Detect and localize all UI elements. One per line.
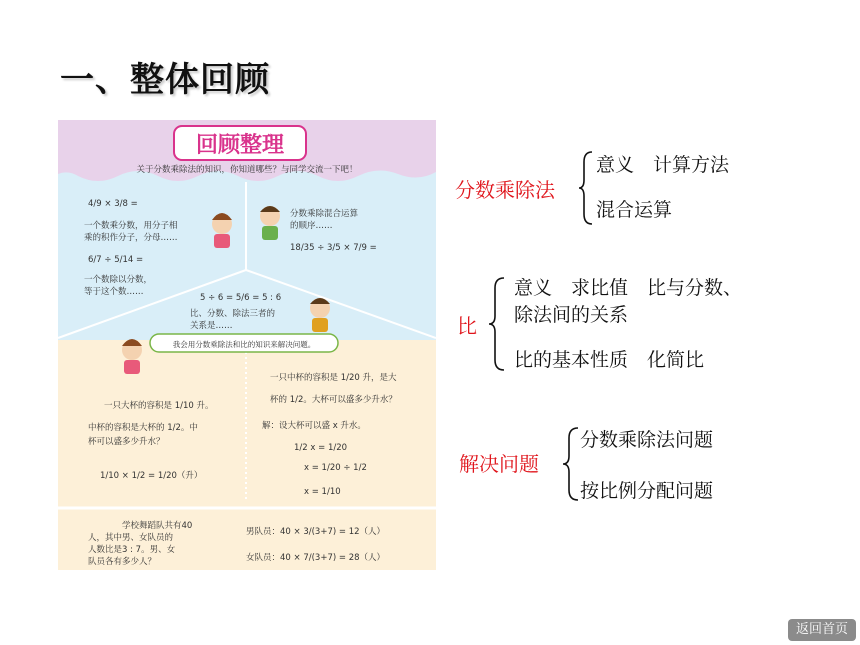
right-note-b: 的顺序…… [290,221,333,231]
p3-solution-1: 男队员：40 × 3/(3+7) = 12（人） [246,527,386,537]
header-text: 回顾整理 [195,133,285,158]
brace-2 [488,276,506,372]
p2-eq-2: x = 1/20 ÷ 1/2 [304,463,367,473]
category-problem-solving: 解决问题 [459,452,539,476]
category-fraction-mul-div: 分数乘除法 [455,178,555,202]
ratio-note-a: 比、分数、除法三者的 [190,309,276,319]
p2-line-2: 杯的 1/2。大杯可以盛多少升水？ [270,395,397,405]
group2-item-1: 意义 求比值 比与分数、 [514,277,743,299]
ratio-note-b: 关系是…… [190,321,233,331]
right-note-a: 分数乘除混合运算 [290,209,359,219]
kid-boy-1-illustration [260,206,280,240]
p2-line-3: 解：设大杯可以盛 x 升水。 [262,421,366,431]
slide-title: 一、整体回顾 [60,60,270,100]
p1-line-1: 一只大杯的容积是 1/10 升。 [104,401,214,411]
p3-line-3: 人数比是3 : 7。男、女 [88,545,176,555]
header-banner [174,126,306,160]
p3-line-4: 队员各有多少人？ [88,557,157,567]
brace-3 [562,426,580,502]
group1-item-1: 意义 计算方法 [596,154,730,176]
group1-item-2: 混合运算 [596,199,673,221]
p2-eq-3: x = 1/10 [304,487,341,497]
p2-line-1: 一只中杯的容积是 1/20 升，是大 [270,373,397,383]
left-expr-2: 6/7 ÷ 5/14 = [88,255,144,265]
group3-item-2: 按比例分配问题 [580,480,714,502]
group2-item-1b: 除法间的关系 [514,304,629,326]
p1-line-3: 杯可以盛多少升水？ [88,437,165,447]
left-note-2b: 等于这个数…… [84,287,144,297]
p1-line-2: 中杯的容积是大杯的 1/2。中 [88,423,198,433]
textbook-page-image [58,120,436,570]
kid-girl-2-illustration [122,339,142,374]
group3-item-1: 分数乘除法问题 [580,429,714,451]
p1-solution: 1/10 × 1/2 = 1/20（升） [100,471,203,481]
kid-girl-1-illustration [212,213,232,248]
right-expr: 18/35 ÷ 3/5 × 7/9 = [290,243,377,253]
kid-boy-2-illustration [310,298,330,332]
p3-solution-2: 女队员：40 × 7/(3+7) = 28（人） [246,553,386,563]
speech-text: 我会用分数乘除法和比的知识来解决问题。 [172,340,316,349]
p3-line-1: 学校舞蹈队共有40 [122,521,193,531]
ratio-expr: 5 ÷ 6 = 5/6 = 5 : 6 [200,293,282,303]
p3-line-2: 人，其中男、女队员的 [88,533,174,543]
intro-text: 关于分数乘除法的知识，你知道哪些？与同学交流一下吧！ [136,165,358,175]
brace-1 [578,150,594,226]
left-note-1b: 乘的积作分子，分母…… [84,233,178,243]
left-expr-1: 4/9 × 3/8 = [88,199,138,209]
left-note-1a: 一个数乘分数，用分子相 [84,221,178,231]
category-ratio: 比 [457,314,477,338]
group2-item-2: 比的基本性质 化简比 [514,349,705,371]
return-home-button[interactable]: 返回首页 [788,619,856,641]
left-note-2a: 一个数除以分数， [84,275,153,285]
p2-eq-1: 1/2 x = 1/20 [294,443,348,453]
